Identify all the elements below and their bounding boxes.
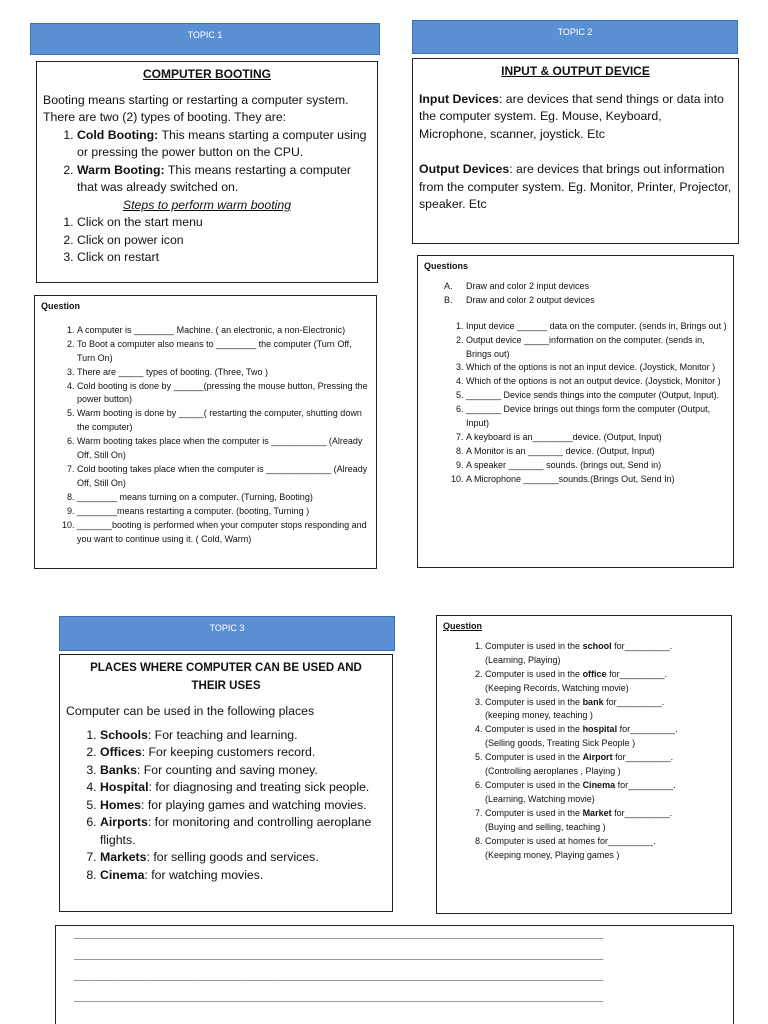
warm-booting-steps-title: Steps to perform warm booting bbox=[122, 197, 292, 212]
topic3-title: PLACES WHERE COMPUTER CAN BE USED AND THEIR USES bbox=[90, 662, 362, 692]
question-item: 3. There are _____ types of booting. (Three, Two ) bbox=[77, 366, 370, 380]
question-item: 9. A speaker _______ sounds. (brings out, Send in) bbox=[466, 459, 727, 473]
question-item: 4. Which of the options is not an output device. (Joystick, Monitor ) bbox=[466, 375, 727, 389]
topic1-label: TOPIC 1 bbox=[187, 30, 223, 40]
place-item: 2. Offices: For keeping customers record. bbox=[100, 744, 386, 762]
drawing-task: A. Draw and color 2 input devices bbox=[444, 280, 590, 291]
topic1-content-box bbox=[36, 61, 378, 283]
place-item: 8. Cinema: for watching movies. bbox=[100, 867, 386, 885]
step-item: 1. Click on the start menu bbox=[77, 214, 371, 232]
question-item: 8. A Monitor is an _______ device. (Output, Input) bbox=[466, 445, 727, 459]
question-item: 7. Cold booting takes place when the computer is _____________ (Already Off, Still On) bbox=[77, 463, 370, 491]
topic1-questions-list bbox=[41, 324, 370, 547]
question-item: 8. Computer is used at homes for_________. (Keeping money, Playing games ) bbox=[485, 835, 725, 863]
place-item: 1. Schools: For teaching and learning. bbox=[100, 727, 386, 745]
topic3-content-box bbox=[59, 654, 393, 912]
topic3-questions-box bbox=[436, 615, 732, 914]
output-devices-definition: Output Devices: are devices that brings out information from the computer system. Eg. Monitor, Printer, Projector, speaker. Etc bbox=[419, 162, 732, 211]
input-devices-label: Input Devices bbox=[419, 91, 499, 106]
booting-type-item: 2. Warm Booting: This means restarting a computer that was already switched on. bbox=[77, 162, 371, 197]
warm-booting-steps-list bbox=[43, 214, 371, 267]
topic2-label: TOPIC 2 bbox=[557, 27, 593, 37]
question-item: 1. Input device ______ data on the computer. (sends in, Brings out ) bbox=[466, 320, 727, 334]
question-item: 5. Computer is used in the Airport for_________. (Controlling aeroplanes , Playing ) bbox=[485, 751, 725, 779]
place-item: 3. Banks: For counting and saving money. bbox=[100, 762, 386, 780]
topic1-title: COMPUTER BOOTING bbox=[143, 67, 271, 81]
question-item: 2. Output device _____information on the computer. (sends in, Brings out) bbox=[466, 334, 727, 362]
question-item: 3. Computer is used in the bank for_________. (keeping money, teaching ) bbox=[485, 696, 725, 724]
topic3-label: TOPIC 3 bbox=[209, 623, 245, 633]
topic3-questions-heading: Question bbox=[443, 621, 483, 631]
drawing-task: B. Draw and color 2 output devices bbox=[444, 294, 595, 305]
question-item: 4. Computer is used in the hospital for_________. (Selling goods, Treating Sick People ) bbox=[485, 723, 725, 751]
topic2-content-box bbox=[412, 58, 739, 244]
question-item: 4. Cold booting is done by ______(pressing the mouse button, Pressing the power button) bbox=[77, 380, 370, 408]
topic1-header-bar bbox=[30, 23, 380, 55]
question-item: 7. Computer is used in the Market for_________. (Buying and selling, teaching ) bbox=[485, 807, 725, 835]
topic2-header-bar bbox=[412, 20, 738, 54]
question-item: 9. ________means restarting a computer. (booting, Turning ) bbox=[77, 505, 370, 519]
topic3-header-bar bbox=[59, 616, 395, 651]
place-item: 4. Hospital: for diagnosing and treating sick people. bbox=[100, 779, 386, 797]
question-item: 1. A computer is ________ Machine. ( an electronic, a non-Electronic) bbox=[77, 324, 370, 338]
question-item: 5. _______ Device sends things into the computer (Output, Input). bbox=[466, 389, 727, 403]
answer-line: __________________________________________________________________________________________________ bbox=[74, 973, 604, 983]
place-item: 5. Homes: for playing games and watching movies. bbox=[100, 797, 386, 815]
question-item: 8. ________ means turning on a computer. (Turning, Booting) bbox=[77, 491, 370, 505]
answer-lines-box bbox=[55, 925, 734, 1024]
question-item: 6. _______ Device brings out things form the computer (Output, Input) bbox=[466, 403, 727, 431]
places-list bbox=[66, 727, 386, 885]
place-item: 6. Airports: for monitoring and controlling aeroplane flights. bbox=[100, 814, 386, 849]
answer-lines bbox=[74, 926, 715, 1010]
booting-type-item: 1. Cold Booting: This means starting a computer using or pressing the power button on the CPU. bbox=[77, 127, 371, 162]
topic2-questions-list bbox=[424, 320, 727, 487]
booting-types-list bbox=[43, 127, 371, 197]
question-item: 2. To Boot a computer also means to ________ the computer (Turn Off, Turn On) bbox=[77, 338, 370, 366]
topic1-questions-heading: Question bbox=[41, 301, 81, 311]
step-item: 2. Click on power icon bbox=[77, 232, 371, 250]
answer-line: __________________________________________________________________________________________________ bbox=[74, 931, 604, 941]
answer-line: __________________________________________________________________________________________________ bbox=[74, 994, 604, 1004]
question-item: 6. Warm booting takes place when the computer is ___________ (Already Off, Still On) bbox=[77, 435, 370, 463]
question-item: 3. Which of the options is not an input device. (Joystick, Monitor ) bbox=[466, 361, 727, 375]
topic2-title: INPUT & OUTPUT DEVICE bbox=[501, 64, 650, 78]
question-item: 2. Computer is used in the office for_________. (Keeping Records, Watching movie) bbox=[485, 668, 725, 696]
question-item: 1. Computer is used in the school for_________. (Learning, Playing) bbox=[485, 640, 725, 668]
place-item: 7. Markets: for selling goods and services. bbox=[100, 849, 386, 867]
question-item: 6. Computer is used in the Cinema for_________. (Learning, Watching movie) bbox=[485, 779, 725, 807]
topic3-questions-list bbox=[443, 640, 725, 863]
question-item: 7. A keyboard is an________device. (Output, Input) bbox=[466, 431, 727, 445]
output-devices-label: Output Devices bbox=[419, 162, 510, 176]
drawing-tasks bbox=[424, 280, 727, 308]
question-item: 10. A Microphone _______sounds.(Brings Out, Send In) bbox=[466, 473, 727, 487]
topic1-questions-box bbox=[34, 295, 377, 569]
question-item: 5. Warm booting is done by _____( restarting the computer, shutting down the computer) bbox=[77, 407, 370, 435]
topic3-intro: Computer can be used in the following places bbox=[66, 704, 315, 718]
step-item: 3. Click on restart bbox=[77, 249, 371, 267]
answer-line: __________________________________________________________________________________________________ bbox=[74, 952, 604, 962]
topic2-questions-heading: Questions bbox=[424, 261, 469, 271]
topic2-questions-box bbox=[417, 255, 734, 568]
question-item: 10. _______booting is performed when your computer stops responding and you want to continue using it. ( Cold, Warm) bbox=[77, 519, 370, 547]
input-devices-definition: Input Devices: are devices that send things or data into the computer system. Eg. Mouse, Keyboard, Microphone, scanner, joystick. Etc bbox=[419, 91, 724, 141]
topic1-intro: Booting means starting or restarting a computer system. There are two (2) types of booting. They are: bbox=[43, 92, 349, 124]
